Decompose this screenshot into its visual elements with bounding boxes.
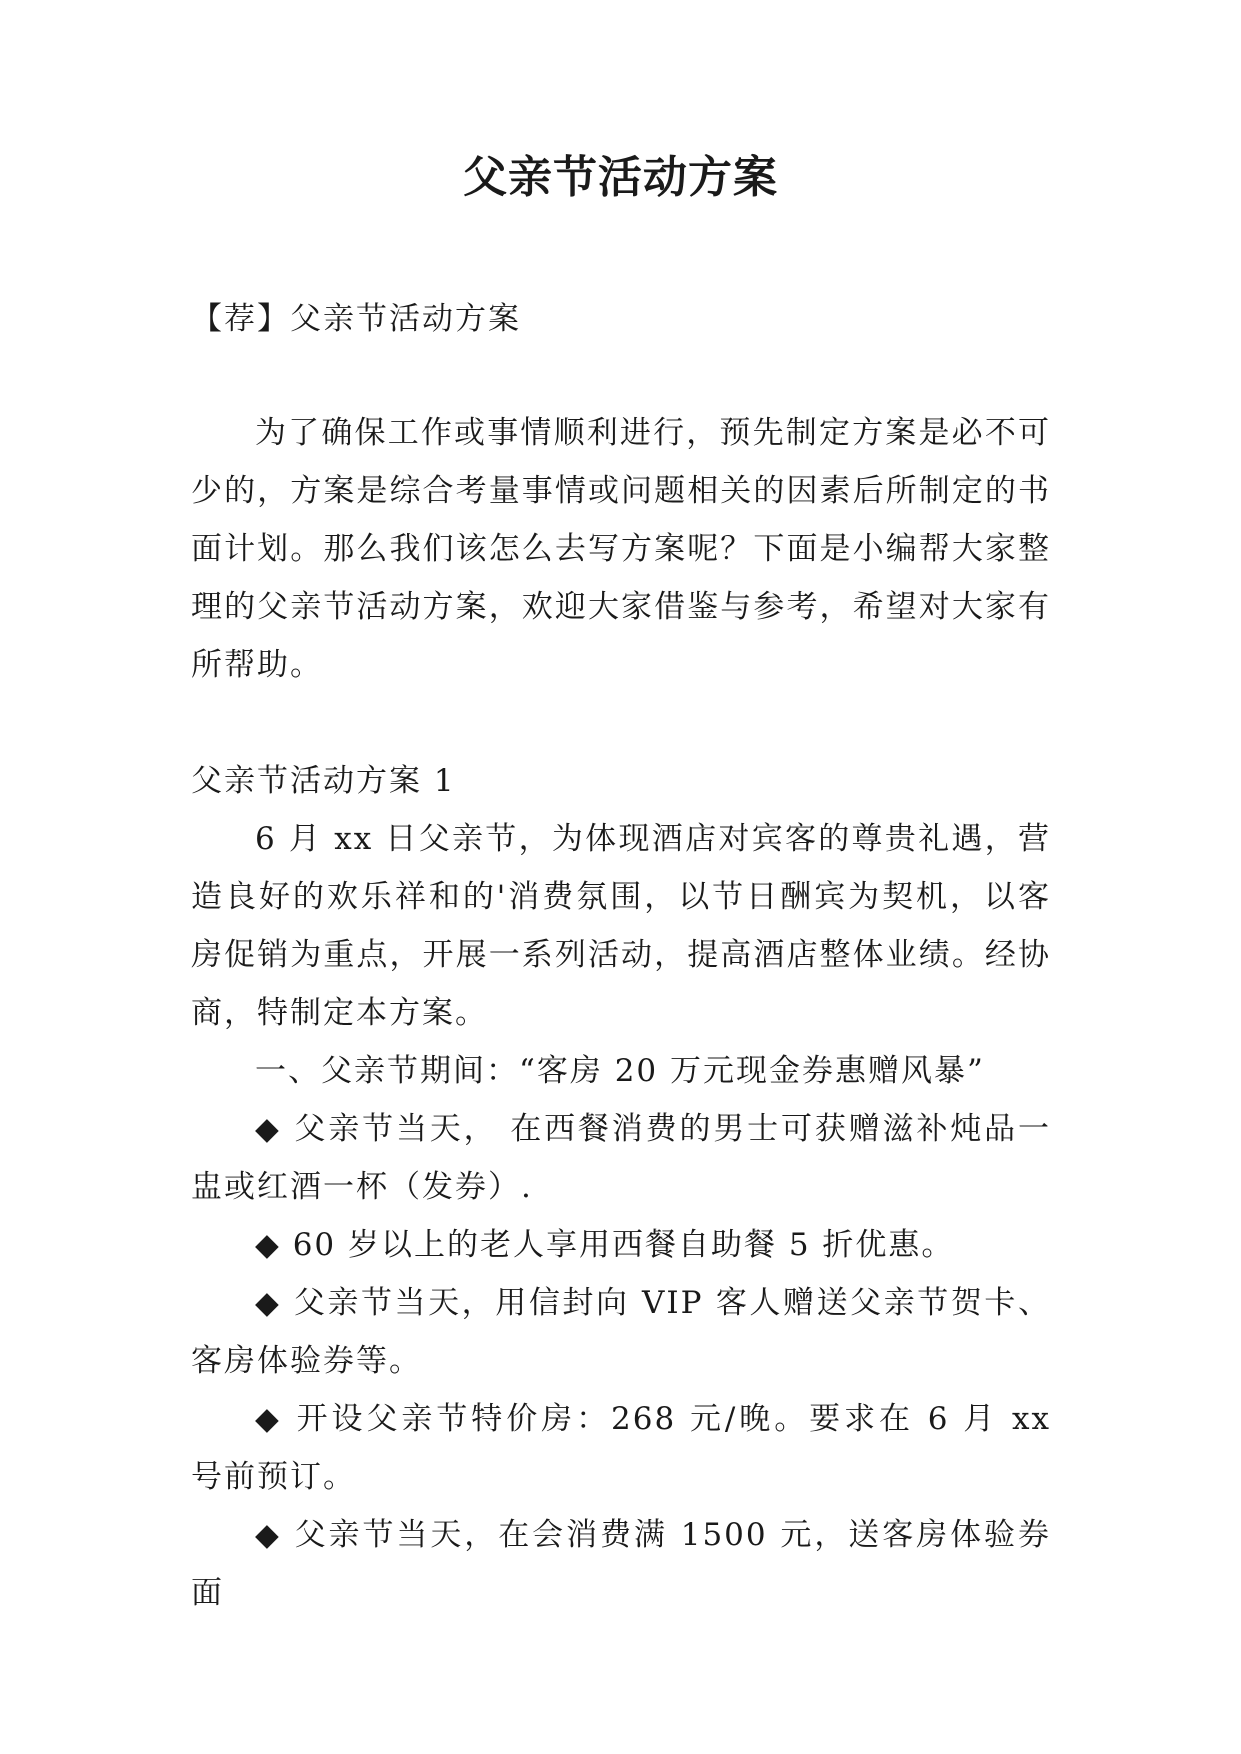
part-one-heading: 一、父亲节期间：“客房 20 万元现金券惠赠风暴”	[255, 1053, 985, 1089]
bullet-item: ◆ 60 岁以上的老人享用西餐自助餐 5 折优惠。	[255, 1227, 955, 1263]
bullet-item: ◆ 父亲节当天，用信封向 VIP 客人赠送父亲节贺卡、客房体验券等。	[191, 1285, 1051, 1379]
section-intro-paragraph: 6 月 xx 日父亲节，为体现酒店对宾客的尊贵礼遇，营造良好的欢乐祥和的'消费氛围，以节日酬宾为契机，以客房促销为重点，开展一系列活动，提高酒店整体业绩。经协商，特制定本方案。	[191, 821, 1051, 1031]
section-1	[191, 752, 1051, 1622]
bullet-item: ◆ 父亲节当天， 在西餐消费的男士可获赠滋补炖品一盅或红酒一杯（发券）.	[191, 1111, 1051, 1205]
bullet-item: ◆ 父亲节当天，在会消费满 1500 元，送客房体验券面	[191, 1517, 1051, 1611]
section-heading: 父亲节活动方案 1	[191, 763, 456, 799]
document-title: 父亲节活动方案	[463, 152, 778, 203]
intro-paragraph	[191, 404, 1051, 694]
intro-text: 为了确保工作或事情顺利进行，预先制定方案是必不可少的，方案是综合考量事情或问题相关的因素后所制定的书面计划。那么我们该怎么去写方案呢？下面是小编帮大家整理的父亲节活动方案，欢迎大家借鉴与参考，希望对大家有所帮助。	[191, 415, 1051, 683]
bullet-item: ◆ 开设父亲节特价房：268 元/晚。要求在 6 月 xx 号前预订。	[191, 1401, 1051, 1495]
document-subtitle	[191, 290, 1051, 348]
subtitle-text: 【荐】父亲节活动方案	[191, 301, 521, 337]
